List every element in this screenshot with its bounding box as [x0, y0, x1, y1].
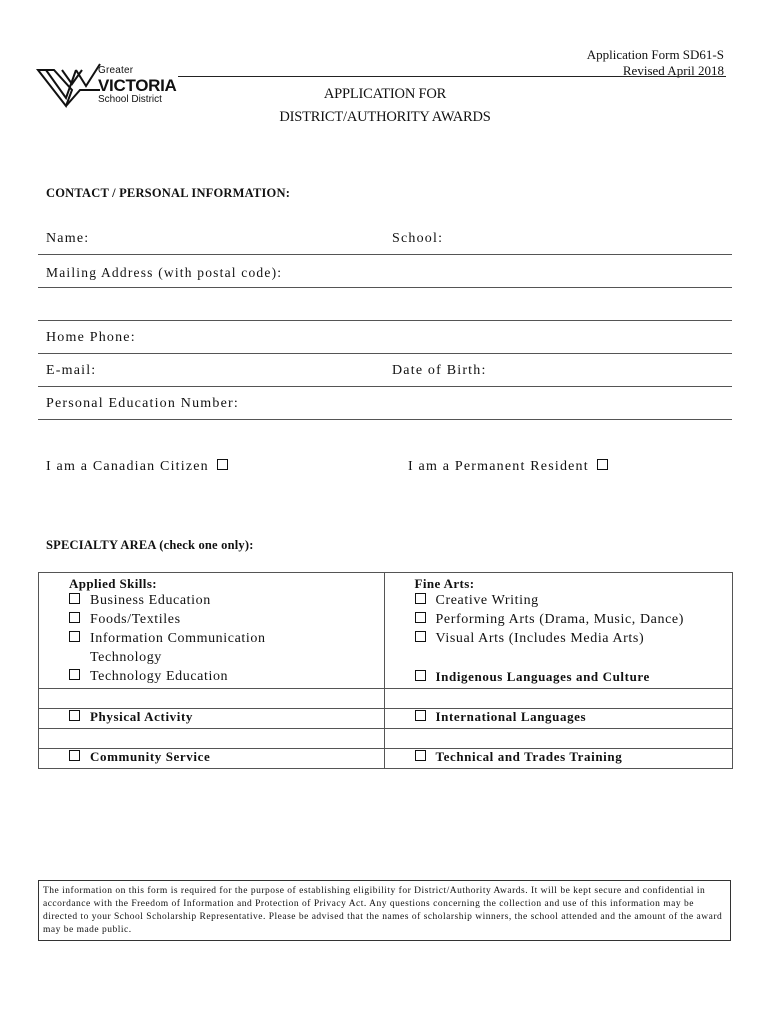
technology-label: Technology	[90, 650, 162, 665]
information-communication-checkbox[interactable]	[69, 631, 80, 642]
spacer-cell	[384, 689, 732, 709]
empty-cell	[384, 650, 732, 669]
creative-writing-label: Creative Writing	[435, 593, 539, 608]
spacer-cell	[39, 689, 385, 709]
community-service-checkbox[interactable]	[69, 750, 80, 761]
mailing-address-line-2[interactable]	[38, 320, 732, 321]
specialty-section-heading: SPECIALTY AREA (check one only):	[46, 538, 254, 552]
option-community-service[interactable]	[39, 749, 385, 769]
option-international-languages[interactable]	[384, 709, 732, 729]
physical-activity-label: Physical Activity	[90, 709, 193, 724]
international-languages-label: International Languages	[435, 709, 587, 724]
permanent-resident-option	[408, 459, 608, 475]
option-technical-trades[interactable]	[384, 749, 732, 769]
physical-activity-checkbox[interactable]	[69, 710, 80, 721]
email-dob-line[interactable]	[38, 386, 732, 387]
form-revised-date: Revised April 2018	[622, 63, 724, 78]
contact-section-heading: CONTACT / PERSONAL INFORMATION:	[46, 186, 291, 200]
spacer-cell	[39, 729, 385, 749]
title-line-2: DISTRICT/AUTHORITY AWARDS	[279, 109, 491, 125]
permanent-resident-checkbox[interactable]	[597, 459, 608, 470]
option-creative-writing[interactable]	[384, 593, 732, 612]
foods-textiles-label: Foods/Textiles	[90, 612, 181, 627]
form-number: Application Form SD61-S	[586, 47, 724, 62]
performing-arts-checkbox[interactable]	[415, 612, 426, 623]
privacy-notice: The information on this form is required for the purpose of establishing eligibility for District/Authority Awards. It will be kept secure and confidential in accordance with the Freedom of Information and Protection of Privacy Act. Any questions concerning the collection and use of this information may be directed to your School Scholarship Representative. Please be advised that the names of scholarship winners, the school attended and the amount of the award may be made public.	[38, 880, 731, 941]
name-field-label: Name:	[46, 231, 90, 246]
v-chevron-logo-icon	[36, 60, 106, 112]
specialty-area-table	[38, 572, 733, 769]
indigenous-languages-label: Indigenous Languages and Culture	[435, 669, 650, 684]
option-performing-arts[interactable]	[384, 612, 732, 631]
mailing-address-label: Mailing Address (with postal code):	[46, 265, 283, 280]
page-title	[178, 83, 592, 129]
technology-education-label: Technology Education	[90, 669, 229, 684]
spacer-cell	[384, 729, 732, 749]
form-identifier	[587, 47, 724, 79]
indigenous-languages-checkbox[interactable]	[415, 670, 426, 681]
option-technology-education[interactable]	[39, 669, 385, 689]
mailing-address-line-1[interactable]	[38, 287, 732, 288]
personal-education-number-label: Personal Education Number:	[46, 396, 239, 411]
performing-arts-label: Performing Arts (Drama, Music, Dance)	[435, 612, 684, 627]
logo-school-district: School District	[98, 94, 162, 105]
title-line-1: APPLICATION FOR	[323, 86, 447, 102]
canadian-citizen-option	[46, 459, 228, 475]
header-divider	[178, 76, 726, 77]
fine-arts-header: Fine Arts:	[414, 576, 475, 591]
logo-greater: Greater	[98, 65, 134, 76]
information-communication-continuation	[39, 650, 385, 669]
creative-writing-checkbox[interactable]	[415, 593, 426, 604]
option-foods-textiles[interactable]	[39, 612, 385, 631]
international-languages-checkbox[interactable]	[415, 710, 426, 721]
canadian-citizen-checkbox[interactable]	[217, 459, 228, 470]
foods-textiles-checkbox[interactable]	[69, 612, 80, 623]
school-field-label: School:	[392, 231, 444, 246]
technology-education-checkbox[interactable]	[69, 669, 80, 680]
permanent-resident-label: I am a Permanent Resident	[408, 459, 589, 474]
applied-skills-header: Applied Skills:	[69, 576, 158, 591]
option-physical-activity[interactable]	[39, 709, 385, 729]
business-education-checkbox[interactable]	[69, 593, 80, 604]
date-of-birth-label: Date of Birth:	[392, 363, 487, 378]
technical-trades-checkbox[interactable]	[415, 750, 426, 761]
option-visual-arts[interactable]	[384, 631, 732, 650]
technical-trades-label: Technical and Trades Training	[435, 749, 623, 764]
option-business-education[interactable]	[39, 593, 385, 612]
fine-arts-header-cell	[384, 573, 732, 594]
email-label: E-mail:	[46, 363, 97, 378]
logo-victoria: VICTORIA	[98, 76, 177, 95]
name-school-line[interactable]	[38, 254, 732, 255]
visual-arts-checkbox[interactable]	[415, 631, 426, 642]
option-indigenous-languages[interactable]	[384, 669, 732, 689]
home-phone-label: Home Phone:	[46, 330, 136, 345]
option-information-communication[interactable]	[39, 631, 385, 650]
applied-skills-header-cell	[39, 573, 385, 594]
canadian-citizen-label: I am a Canadian Citizen	[46, 459, 209, 474]
community-service-label: Community Service	[90, 749, 211, 764]
business-education-label: Business Education	[90, 593, 211, 608]
pen-line[interactable]	[38, 419, 732, 420]
home-phone-line[interactable]	[38, 353, 732, 354]
visual-arts-label: Visual Arts (Includes Media Arts)	[435, 631, 645, 646]
information-communication-label: Information Communication	[90, 631, 266, 646]
district-logo	[28, 56, 178, 116]
